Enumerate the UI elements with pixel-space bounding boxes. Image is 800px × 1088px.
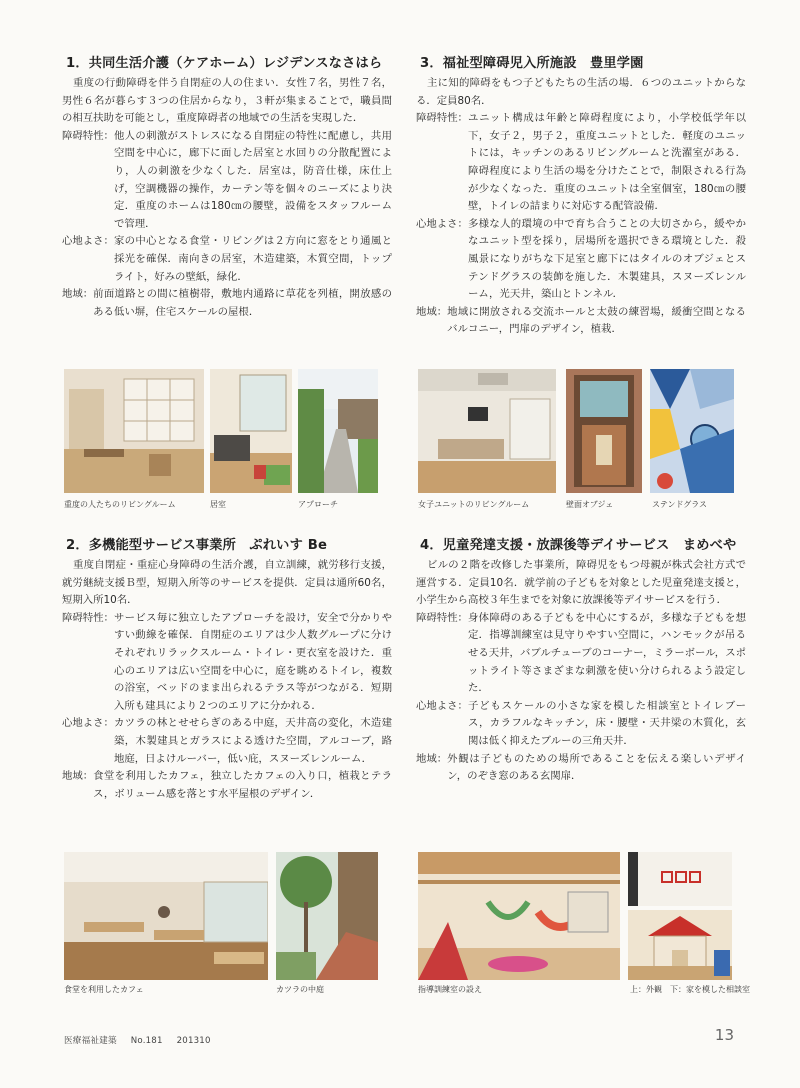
section-3-item-community — [416, 304, 746, 339]
item-label: 障碍特性： — [416, 611, 468, 624]
item-label: 心地よさ： — [62, 717, 114, 730]
item-label: 心地よさ： — [416, 217, 468, 230]
section-4-lead: ビルの２階を改修した事業所，障碍児をもつ母親が株式会社方式で運営する．定員10名．就学前の子どもを対象とした児童発達支援と，小学生から高校３年生までを対象に放課後等デイサービスを行う． — [416, 559, 746, 607]
caption-living-room: 重度の人たちのリビングルーム — [64, 500, 176, 509]
right-column-lower — [416, 534, 746, 786]
photo-training-room — [418, 852, 620, 980]
section-1-title: 1．共同生活介護（ケアホーム）レジデンスなさはら — [66, 56, 383, 71]
section-3 — [416, 52, 746, 339]
item-label: 障碍特性： — [62, 611, 114, 624]
item-label: 障碍特性： — [416, 112, 468, 125]
section-1 — [62, 52, 392, 321]
section-4-title: 4．児童発達支援・放課後等デイサービス まめべや — [420, 538, 737, 553]
item-text: サービス毎に独立したアプローチを設け，安全で分かりやすい動線を確保．自閉症のエリアは少人数グループに分けそれぞれリラックスルーム・トイレ・更衣室を設けた．重心のエリアは広い空間を中心に，庭を眺めるトイレ，複数の浴室，ベッドのまま出られるテラス等がつながる．短期入所も建具により２つのエリアに分かれる． — [113, 611, 392, 712]
section-1-item-comfort — [62, 233, 392, 286]
photo-courtyard — [276, 852, 378, 980]
item-text: カツラの林とせせらぎのある中庭，天井高の変化，木造建築，木製建具とガラスによる透けた空間，アルコーブ，路地庭，日よけルーバー，低い庇，スヌーズレンルーム． — [113, 717, 392, 765]
section-1-item-community — [62, 286, 392, 321]
right-column — [416, 52, 746, 339]
footer-journal — [64, 1034, 225, 1046]
page-number: 13 — [714, 1026, 734, 1044]
issue-date: 201310 — [176, 1036, 211, 1046]
section-4 — [416, 534, 746, 786]
section-3-item-barrier — [416, 110, 746, 216]
section-2-item-barrier — [62, 610, 392, 716]
item-label: 地域： — [416, 752, 448, 765]
section-4-item-barrier — [416, 610, 746, 698]
item-text: 食堂を利用したカフェ，独立したカフェの入り口，植栽とテラス，ボリューム感を落とす水平屋根のデザイン． — [93, 770, 392, 800]
photo-bedroom — [210, 369, 292, 493]
item-text: ユニット構成は年齢と障碍程度により，小学校低学年以下，女子２，男子２，重度ユニットとした．軽度のユニットには，キッチンのあるリビングルームと洗濯室がある．障碍程度により生活の場を分けたことで，制限される行為が少なくなった．重度のユニットは全室個室，180㎝の腰壁，トイレの詰まりに対応する配管設備． — [467, 112, 746, 213]
photo-living-room — [64, 369, 204, 493]
item-text: 地域に開放される交流ホールと太鼓の練習場，緩衝空間となるバルコニー，門扉のデザイン，植栽． — [447, 305, 746, 336]
section-3-title: 3．福祉型障碍児入所施設 豊里学園 — [420, 56, 644, 71]
section-2-lead: 重度自閉症・重症心身障碍の生活介護，自立訓練，就労移行支援，就労継続支援Ｂ型，短期入所等のサービスを提供．定員は通所60名，短期入所10名． — [62, 559, 392, 607]
item-label: 心地よさ： — [416, 699, 468, 712]
section-2-title: 2．多機能型サービス事業所 ぷれいす Be — [66, 538, 328, 553]
left-column — [62, 52, 392, 321]
item-text: 前面道路との間に植樹帯，敷地内通路に草花を列植，開放感のある低い塀，住宅スケールの屋根． — [93, 288, 392, 318]
item-text: 他人の刺激がストレスになる自閉症の特性に配慮し，共用空間を中心に，廊下に面した居室と水回りの分散配置により，人の刺激を少なくした．居室は，防音仕様，床仕上げ，空調機器の操作，カーテン等を個々のニーズにより決定．重度のホームは180㎝の腰壁，設備をスタッフルームで管理． — [113, 129, 392, 230]
caption-training-room: 指導訓練室の設え — [418, 985, 482, 994]
section-3-item-comfort — [416, 216, 746, 304]
section-4-item-comfort — [416, 698, 746, 751]
item-label: 地域： — [416, 305, 448, 318]
item-text: 身体障碍のある子どもを中心にするが，多様な子どもを想定．指導訓練室は見守りやすい空間に，ハンモックが吊るせる天井，バブルチューブのコーナー，ミラーボール，スポットライト等さまざまな刺激を使い分けられるよう設定した． — [467, 611, 746, 695]
item-text: 多様な人的環境の中で育ち合うことの大切さから，緩やかなユニット型を採り，居場所を選択できる環境とした．殺風景になりがちな下足室と廊下にはタイルのオブジェとステンドグラスの装飾を施した．木製建具，スヌーズレンルーム，光天井，築山とトンネル． — [467, 217, 746, 301]
journal-name: 医療福祉建築 — [64, 1036, 117, 1046]
left-column-lower — [62, 534, 392, 803]
issue-number: No.181 — [130, 1036, 163, 1046]
item-label: 地域： — [62, 770, 94, 783]
section-2 — [62, 534, 392, 803]
section-2-item-comfort — [62, 715, 392, 768]
caption-courtyard: カツラの中庭 — [276, 985, 324, 994]
photo-approach — [298, 369, 378, 493]
section-3-lead: 主に知的障碍をもつ子どもたちの生活の場．６つのユニットからなる．定員80名． — [416, 77, 746, 107]
section-1-item-barrier — [62, 128, 392, 234]
caption-exterior-consult: 上：外観 下：家を模した相談室 — [630, 985, 750, 994]
item-text: 外観は子どものための場所であることを伝える楽しいデザイン，のぞき窓のある玄関扉． — [447, 752, 746, 783]
caption-stained-glass: ステンドグラス — [652, 500, 708, 509]
caption-bedroom: 居室 — [210, 500, 226, 509]
photo-cafe — [64, 852, 268, 980]
section-2-item-community — [62, 768, 392, 803]
photo-stained-glass — [650, 369, 734, 493]
caption-girls-living: 女子ユニットのリビングルーム — [418, 500, 530, 509]
photo-wall-object — [566, 369, 642, 493]
photo-girls-living — [418, 369, 556, 493]
item-label: 心地よさ： — [62, 235, 114, 248]
caption-cafe: 食堂を利用したカフェ — [64, 985, 144, 994]
item-text: 家の中心となる食堂・リビングは２方向に窓をとり通風と採光を確保．南向きの居室，木造建築，木質空間，トップライト，好みの壁紙，緑化． — [113, 235, 392, 283]
section-4-item-community — [416, 751, 746, 786]
caption-approach: アプローチ — [298, 500, 338, 509]
item-label: 障碍特性： — [62, 129, 114, 142]
photo-consult-room — [628, 910, 732, 980]
item-label: 地域： — [62, 288, 94, 301]
photo-exterior — [628, 852, 732, 906]
item-text: 子どもスケールの小さな家を模した相談室とトイレブース，カラフルなキッチン，床・腰壁・天井梁の木質化，玄関は低く抑えたブルーの三角天井． — [467, 699, 746, 747]
caption-wall-object: 壁面オブジェ — [566, 500, 614, 509]
section-1-lead: 重度の行動障碍を伴う自閉症の人の住まい．女性７名，男性７名，男性６名が暮らす３つの住居からなり，３軒が集まることで，職員間の相互扶助を可能とし，重度障碍者の地域での生活を実現した． — [62, 77, 392, 125]
